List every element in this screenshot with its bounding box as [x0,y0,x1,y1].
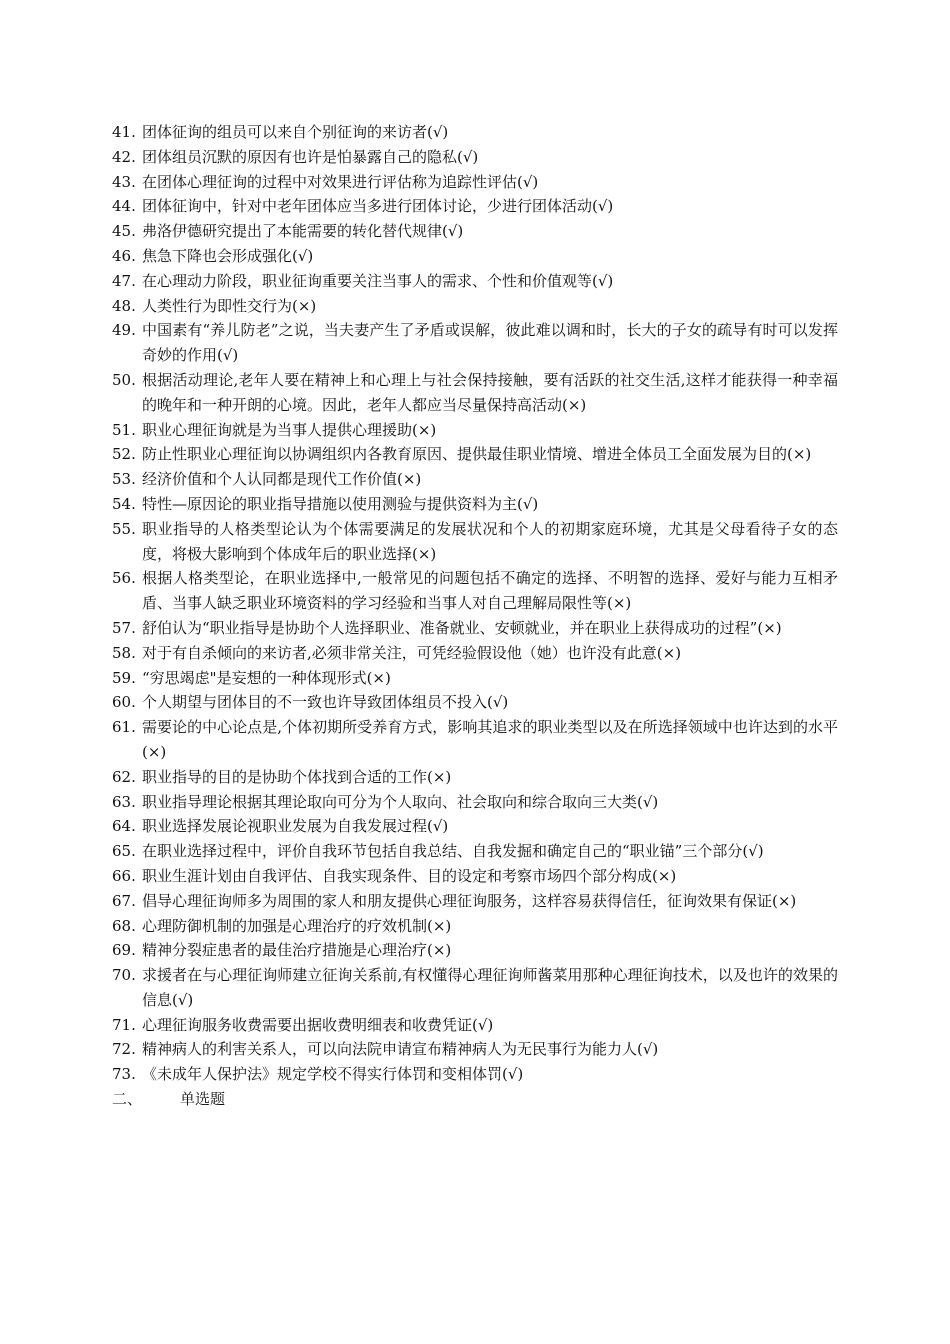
question-number: 50. [112,370,136,389]
question-item [112,318,838,368]
question-item [112,219,838,244]
question-number: 42. [112,147,136,166]
question-number: 46. [112,246,136,265]
question-text: 人类性行为即性交行为(×) [142,296,317,315]
question-item [112,120,838,145]
question-item [112,170,838,195]
question-text: 焦急下降也会形成强化(√) [142,246,314,265]
question-text: 职业选择发展论视职业发展为自我发展过程(√) [142,817,449,836]
question-number: 60. [112,693,136,712]
section-heading [112,1087,838,1112]
question-text: 弗洛伊德研究提出了本能需要的转化替代规律(√) [142,222,464,241]
question-item [112,1013,838,1038]
question-item [112,145,838,170]
question-text: 经济价值和个人认同都是现代工作价值(×) [142,470,422,489]
question-text: 心理防御机制的加强是心理治疗的疗效机制(×) [142,916,452,935]
question-item [112,839,838,864]
question-item [112,194,838,219]
question-item [112,864,838,889]
question-item [112,566,838,616]
question-text: 个人期望与团体目的不一致也许导致团体组员不投入(√) [142,693,509,712]
question-number: 47. [112,271,136,290]
question-number: 61. [112,718,136,737]
question-text: 舒伯认为“职业指导是协助个人选择职业、准备就业、安顿就业，并在职业上获得成功的过程”(×) [142,618,782,637]
question-number: 52. [112,445,136,464]
question-number: 68. [112,916,136,935]
question-text: 团体组员沉默的原因有也许是怕暴露自己的隐私(√) [142,147,479,166]
question-number: 71. [112,1015,136,1034]
question-item [112,715,838,765]
question-item [112,244,838,269]
question-text: 团体征询的组员可以来自个别征询的来访者(√) [142,123,449,141]
question-text: 在团体心理征询的过程中对效果进行评估称为追踪性评估(√) [142,172,539,191]
question-number: 53. [112,470,136,489]
question-item [112,368,838,418]
question-number: 44. [112,197,136,216]
question-item [112,418,838,443]
question-number: 70. [112,966,136,985]
question-number: 62. [112,767,136,786]
question-item [112,889,838,914]
question-text: 中国素有“养儿防老”之说，当夫妻产生了矛盾或误解，彼此难以调和时，长大的子女的疏导有时可以发挥奇妙的作用(√) [142,321,838,365]
question-number: 64. [112,817,136,836]
question-text: 求援者在与心理征询师建立征询关系前,有权懂得心理征询师酱菜用那种心理征询技术，以及也许的效果的信息(√) [142,966,838,1009]
question-item [112,790,838,815]
question-text: 职业指导的目的是协助个体找到合适的工作(×) [142,767,452,786]
question-item [112,616,838,641]
question-number: 57. [112,618,136,637]
question-item [112,765,838,790]
question-number: 65. [112,842,136,861]
question-number: 48. [112,296,136,315]
question-number: 63. [112,792,136,811]
question-text: 需要论的中心论点是,个体初期所受养育方式，影响其追求的职业类型以及在所选择领域中也许达到的水平(×) [142,718,838,761]
question-text: “穷思竭虑"是妄想的一种体现形式(×) [142,668,391,687]
question-item [112,1037,838,1062]
question-item [112,814,838,839]
question-item [112,492,838,517]
question-text: 倡导心理征询师多为周围的家人和朋友提供心理征询服务，这样容易获得信任，征询效果有保证(×) [142,891,797,910]
question-number: 72. [112,1040,136,1059]
section-title: 单选题 [180,1090,226,1109]
question-item [112,294,838,319]
question-item [112,442,838,467]
question-number: 73. [112,1065,136,1084]
section-number: 二、 [112,1090,143,1109]
question-number: 59. [112,668,136,687]
question-item [112,914,838,939]
question-number: 55. [112,519,136,538]
question-item [112,467,838,492]
question-number: 43. [112,172,136,191]
question-text: 团体征询中，针对中老年团体应当多进行团体讨论，少进行团体活动(√) [142,197,614,216]
question-text: 心理征询服务收费需要出据收费明细表和收费凭证(√) [142,1015,494,1034]
question-number: 58. [112,643,136,662]
question-text: 防止性职业心理征询以协调组织内各教育原因、提供最佳职业情境、增进全体员工全面发展为目的(×) [142,445,812,464]
question-number: 45. [112,222,136,241]
question-text: 职业指导理论根据其理论取向可分为个人取向、社会取向和综合取向三大类(√) [142,792,659,811]
question-text: 《未成年人保护法》规定学校不得实行体罚和变相体罚(√) [142,1065,524,1084]
question-number: 67. [112,891,136,910]
question-item [112,690,838,715]
question-number: 51. [112,420,136,439]
question-item [112,641,838,666]
question-item [112,938,838,963]
question-number: 56. [112,569,136,588]
question-text: 根据活动理论,老年人要在精神上和心理上与社会保持接触，要有活跃的社交生活,这样才能获得一种幸福的晚年和一种开朗的心境。因此，老年人都应当尽量保持高活动(×) [142,370,838,414]
question-item [112,666,838,691]
question-item [112,1062,838,1087]
question-text: 在心理动力阶段，职业征询重要关注当事人的需求、个性和价值观等(√) [142,271,614,290]
question-text: 精神分裂症患者的最佳治疗措施是心理治疗(×) [142,941,452,960]
question-text: 职业心理征询就是为当事人提供心理援助(×) [142,420,437,439]
question-text: 精神病人的利害关系人，可以向法院申请宣布精神病人为无民事行为能力人(√) [142,1040,659,1059]
question-number: 49. [112,321,136,340]
question-item [112,269,838,294]
question-number: 54. [112,494,136,513]
question-item [112,963,838,1013]
question-text: 对于有自杀倾向的来访者,必须非常关注，可凭经验假设他（她）也许没有此意(×) [142,643,682,662]
question-number: 66. [112,866,136,885]
question-number: 41. [112,123,136,141]
question-text: 职业指导的人格类型论认为个体需要满足的发展状况和个人的初期家庭环境，尤其是父母看待子女的态度，将极大影响到个体成年后的职业选择(×) [142,519,838,563]
question-text: 在职业选择过程中，评价自我环节包括自我总结、自我发掘和确定自己的“职业锚”三个部分(√) [142,842,764,861]
question-text: 特性—原因论的职业指导措施以使用测验与提供资料为主(√) [142,494,539,513]
question-number: 69. [112,941,136,960]
question-item [112,517,838,567]
true-false-question-list [112,120,838,1112]
question-text: 职业生涯计划由自我评估、自我实现条件、目的设定和考察市场四个部分构成(×) [142,866,677,885]
question-text: 根据人格类型论，在职业选择中,一般常见的问题包括不确定的选择、不明智的选择、爱好与能力互相矛盾、当事人缺乏职业环境资料的学习经验和当事人对自己理解局限性等(×) [142,569,838,613]
